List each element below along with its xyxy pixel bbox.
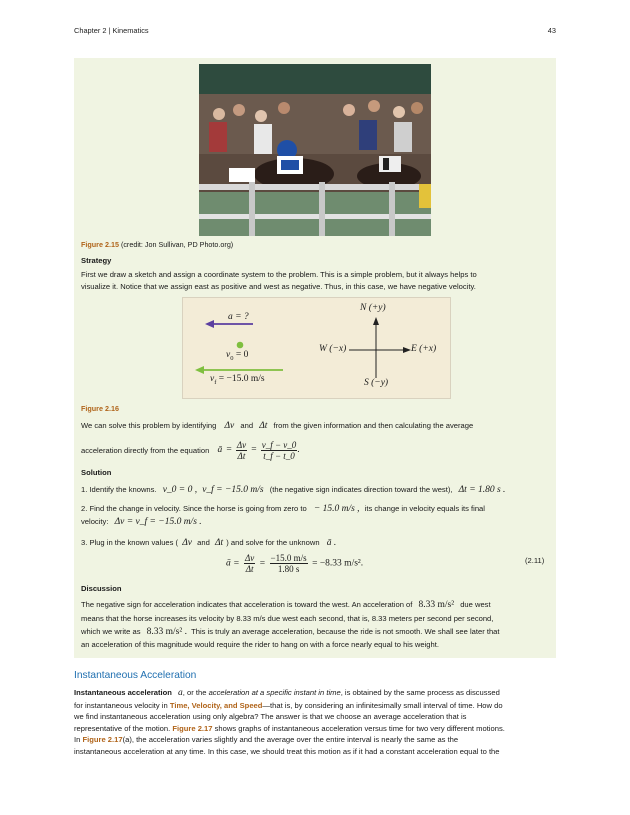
north-arrowhead [373, 317, 379, 325]
v0-subscript: 0 [230, 354, 234, 362]
solution-step-2-line-2 [81, 516, 202, 529]
inst-line-5 [74, 734, 556, 746]
delta-v-symbol: Δv [224, 421, 235, 431]
link-figure-2-17[interactable]: Figure 2.17 [172, 723, 213, 733]
page-number: 43 [547, 26, 556, 35]
step-1-text: 1. Identify the knowns. [81, 485, 157, 494]
discussion-text-3: which we write as [81, 627, 141, 636]
figure-2-16-label: Figure 2.16 [81, 404, 119, 413]
step-3-dt: Δt [214, 538, 224, 548]
figure-2-15-caption [81, 240, 233, 249]
inst-text-7: In [74, 735, 81, 744]
discussion-value-2: 8.33 m/s² . [146, 627, 187, 637]
discussion-line-2: means that the horse increases its velocity by 8.33 m/s due west each second, that is, 8.33 meters per second per second, [81, 614, 494, 623]
inst-line-3: we find instantaneous acceleration using only algebra? The answer is that we choose an average acceleration that is [74, 712, 467, 721]
solve-text-3: acceleration directly from the equation [81, 445, 210, 455]
initial-velocity-label [226, 350, 248, 362]
north-label: N (+y) [360, 303, 386, 313]
frac-dt: Δt [237, 451, 246, 461]
solution-step-1 [81, 484, 505, 497]
frac-dv: Δv [236, 440, 247, 450]
eq-dt: Δt [245, 564, 254, 574]
step-1-note: (the negative sign indicates direction toward the west), [269, 485, 453, 494]
inst-text-8: (a), the acceleration varies slightly and the average over the entire interval is nearly the same as the [122, 735, 459, 744]
discussion-value-1: 8.33 m/s² [418, 600, 455, 610]
fraction-vf-v0 [261, 440, 298, 461]
discussion-text-4: This is truly an average acceleration, because the ride is not smooth. We shall see later that [191, 627, 500, 636]
inst-line-1 [74, 687, 556, 700]
eq-abar: ā = [226, 558, 240, 569]
horse-race-photo-icon [199, 64, 431, 236]
inst-emphasis: acceleration at a specific instant in time [208, 688, 341, 697]
v0-value: = 0 [233, 350, 249, 360]
step-2-equation: Δv = v_f = −15.0 m/s . [114, 517, 202, 527]
fraction-dv-dt [236, 440, 247, 461]
discussion-heading: Discussion [81, 584, 122, 593]
step-2-velocity-label: velocity: [81, 517, 109, 526]
discussion-line-3 [81, 626, 500, 639]
horse-race-photo [199, 64, 431, 236]
step-2-text-2: its change in velocity equals its final [364, 504, 485, 513]
v0-symbol: v [226, 350, 231, 360]
strategy-heading: Strategy [81, 256, 112, 265]
discussion-text-1: The negative sign for acceleration indicates that acceleration is toward the west. An acceleration of [81, 600, 413, 609]
eq-result: = −8.33 m/s². [312, 558, 364, 569]
vf-symbol: v [210, 374, 215, 384]
inst-text-6: shows graphs of instantaneous acceleration versus time for two very different motions. [214, 723, 505, 733]
strategy-line-2: visualize it. Notice that we assign east as positive and west as negative. Thus, in this case, we have negative velocity. [81, 281, 476, 291]
chapter-header: Chapter 2 | Kinematics [74, 26, 149, 35]
frac-vf-v0: v_f − v_0 [261, 440, 297, 450]
step-1-v0: v_0 = 0 , [162, 485, 198, 495]
east-arrowhead [403, 347, 411, 353]
step-2-value: − 15.0 m/s , [313, 504, 360, 514]
vf-value: = −15.0 m/s [216, 374, 265, 384]
section-title-instantaneous-acceleration: Instantaneous Acceleration [74, 670, 197, 681]
eq-dv: Δv [245, 553, 255, 563]
velocity-arrowhead [195, 366, 204, 374]
figure-2-15-credit: (credit: Jon Sullivan, PD Photo.org) [118, 240, 234, 249]
solution-heading: Solution [81, 468, 112, 477]
solve-text-1: We can solve this problem by identifying [81, 421, 217, 430]
inst-term: Instantaneous acceleration [74, 688, 172, 697]
inst-text-1: , or the [182, 688, 207, 697]
solve-text-2: from the given information and then calculating the average [273, 421, 474, 430]
discussion-line-4: an acceleration of this magnitude would require the rider to hang on with a force nearly equal to his weight. [81, 640, 439, 649]
start-position-dot [237, 342, 244, 349]
strategy-paragraph [81, 269, 551, 292]
inst-text-5: representative of the motion. [74, 723, 171, 733]
acceleration-label: a = ? [228, 312, 249, 322]
frac-tf-t0: t_f − t_0 [263, 451, 295, 461]
inst-text-3: for instantaneous velocity in [74, 700, 168, 710]
instantaneous-paragraph [74, 687, 556, 757]
step-3-abar: ā . [326, 538, 337, 548]
equation-2-11 [226, 553, 363, 574]
step-3-dv: Δv [182, 538, 193, 548]
equals-2: = [251, 444, 257, 455]
strategy-line-1: First we draw a sketch and assign a coordinate system to the problem. This is a simple problem, but it always helps to [81, 270, 477, 279]
equation-number: (2.11) [525, 556, 545, 565]
inst-line-6: instantaneous acceleration at any time. In this case, we should treat this motion as if it had a constant acceleration equal to the [74, 746, 500, 756]
step-2-text: 2. Find the change in velocity. Since the horse is going from zero to [81, 504, 307, 513]
eq-equals: = [259, 558, 266, 569]
inst-line-4 [74, 723, 556, 735]
discussion-text-2: due west [460, 600, 491, 609]
west-label: W (−x) [319, 344, 347, 354]
link-figure-2-17-a[interactable]: Figure 2.17 [82, 735, 123, 744]
solve-line-2: acceleration directly from the equation ā = $\frac{\Delta v}{\Delta t}$ = $\frac{v\_f - v\_0}{t\_f - t\_0}$ . [81, 440, 300, 461]
solution-step-2-line-1 [81, 503, 485, 516]
step-3-text-2: ) and solve for the unknown [226, 538, 320, 547]
figure-2-15-label: Figure 2.15 [81, 240, 119, 249]
eq-numerator: −15.0 m/s [270, 553, 307, 563]
eq-fraction-2 [270, 553, 308, 574]
and-text: and [240, 421, 254, 430]
figure-2-16-diagram [182, 297, 451, 399]
equals-1: = [226, 444, 232, 455]
vf-subscript: f [214, 378, 217, 386]
step-3-text: 3. Plug in the known values ( [81, 538, 179, 547]
east-label: E (+x) [411, 344, 437, 354]
south-label: S (−y) [364, 378, 389, 388]
solution-step-3 [81, 537, 336, 550]
eq-fraction-1 [244, 553, 255, 574]
acceleration-arrowhead [205, 320, 214, 328]
inst-text-4: —that is, by considering an infinitesimally small interval of time. How do [262, 700, 503, 710]
discussion-line-1 [81, 599, 491, 612]
delta-t-symbol: Δt [259, 421, 268, 431]
inst-a-symbol: a [178, 688, 183, 698]
solve-line-1 [81, 420, 551, 433]
link-time-velocity-speed[interactable]: Time, Velocity, and Speed [169, 700, 263, 710]
step-3-and: and [197, 538, 210, 547]
eq-denominator: 1.80 s [277, 564, 300, 574]
step-1-vf: v_f = −15.0 m/s [202, 485, 264, 495]
inst-text-2: , is obtained by the same process as discussed [340, 688, 500, 697]
abar-symbol: ā [217, 444, 223, 455]
final-velocity-label [210, 374, 265, 386]
step-1-dt: Δt = 1.80 s . [458, 485, 506, 495]
inst-line-2 [74, 700, 556, 712]
